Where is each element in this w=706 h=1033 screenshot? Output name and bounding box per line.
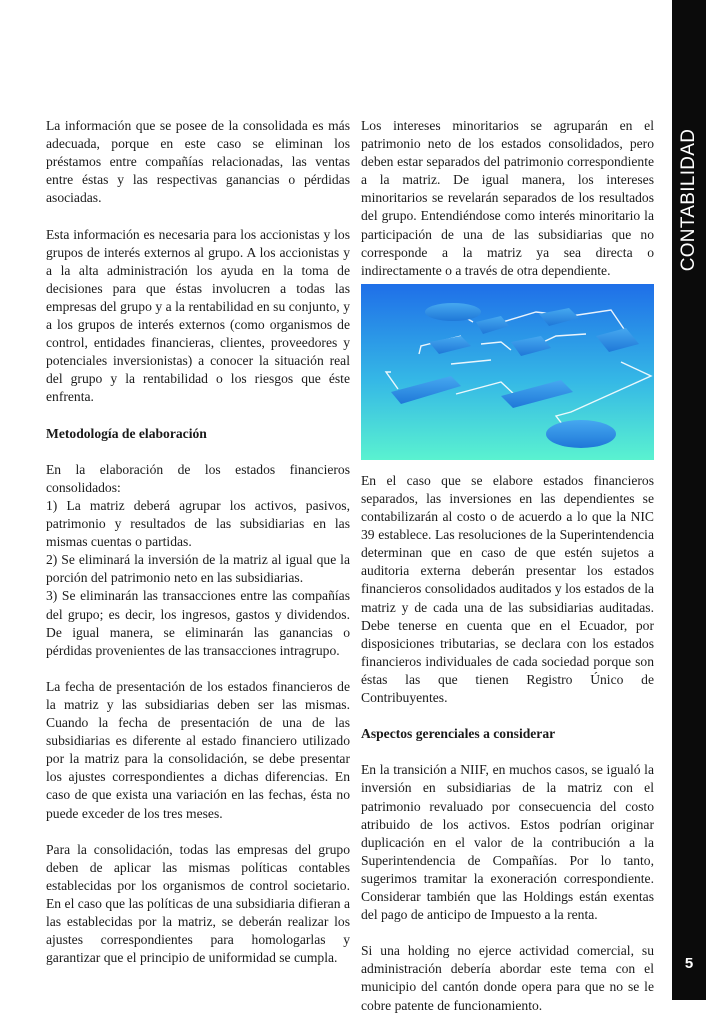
paragraph: Los intereses minoritarios se agruparán en el patrimonio neto de los estados consolidados, pero deben estar separados del patrimonio correspondiente a la matriz. De igual manera, los intereses minoritarios se revelarán separados de los resultados del grupo. Entendiéndose como interés minoritario la participación de una de las subsidiarias que no corresponde a la matriz ya sea directa o indirectamente o a través de otra dependiente.: [361, 118, 654, 278]
page-number: 5: [684, 955, 694, 972]
section-heading: Aspectos gerenciales a considerar: [361, 726, 556, 742]
paragraph: La fecha de presentación de los estados financieros de la matriz y las subsidiarias deben ser las mismas. Cuando la fecha de presentación de una de las subsidiarias es diferente al estado financiero utilizado por la matriz para la consolidación, se debe presentar los ajustes correspondientes a dichas diferencias. En caso de que exista una variación en las fechas, ésta no puede exceder de los tres meses.: [46, 678, 350, 821]
list-item: 2) Se eliminará la inversión de la matriz al igual que la porción del patrimonio neto en las subsidiarias.: [46, 552, 350, 586]
section-title-text: CONTABILIDAD: [678, 128, 699, 272]
section-title: [672, 120, 706, 280]
paragraph: Si una holding no ejerce actividad comercial, su administración debería abordar este tema con el municipio del cantón donde opera para que no se le cobre patente de funcionamiento.: [361, 943, 654, 1013]
paragraph: Esta información es necesaria para los accionistas y los grupos de interés externos al grupo. A los accionistas y a la alta administración los ayuda en la toma de decisiones para que éstas involucren a todas las empresas del grupo y a la rentabilidad en su conjunto, y a los grupos de interés externos (como organismos de control, entidades financieras, clientes, proveedores y potenciales inversionistas) a conocer la situación real del grupo y la rentabilidad o los riesgos que éste enfrenta.: [46, 226, 350, 405]
list-item: 1) La matriz deberá agrupar los activos, pasivos, patrimonio y resultados de las subsidiarias en las mismas cuentas o partidas.: [46, 497, 350, 550]
paragraph: En el caso que se elabore estados financieros separados, las inversiones en las dependientes se contabilizarán al costo o de acuerdo a lo que la NIC 39 establece. Las resoluciones de la Superintendencia determinan que en caso de que estén sujetos a auditoria externa deberán presentar los estados financieros consolidados auditados y los estados de la matriz y de cada una de las subsidiarias auditadas. Debe tenerse en cuenta que en el Ecuador, por disposiciones tributarias, se declara con los estados financieros individuales de cada sociedad porque son éstas las que tienen Registro Único de Contribuyentes.: [361, 472, 654, 705]
left-column: [46, 117, 350, 986]
paragraph: Para la consolidación, todas las empresas del grupo deben de aplicar las mismas políticas contables establecidas por los organismos de control societario. En el caso que las políticas de una subsidiaria difieran a las establecidas por la matriz, se deberán realizar los ajustes correspondientes para homologarlas y garantizar que el principio de uniformidad se cumpla.: [46, 841, 350, 966]
flowchart-image: [361, 284, 654, 460]
paragraph: La información que se posee de la consolidada es más adecuada, porque en este caso se eliminan los préstamos entre compañías relacionadas, las ventas entre éstas y las respectivas ganancias o pérdidas asociadas.: [46, 118, 350, 206]
paragraph: En la transición a NIIF, en muchos casos, se igualó la inversión en subsidiarias de la matriz con el patrimonio revaluado por consecuencia del costo atribuido de los activos. Estos podrían originar duplicación en el valor de la contribución a la Superintendencia de Compañías. Por lo tanto, sugerimos tramitar la exoneración correspondiente. Considerar también que las Holdings están exentas del pago de anticipo de Impuesto a la renta.: [361, 762, 654, 923]
section-heading: Metodología de elaboración: [46, 425, 207, 441]
right-column: [361, 117, 654, 1033]
list-intro: En la elaboración de los estados financieros consolidados:: [46, 461, 350, 495]
list-item: 3) Se eliminarán las transacciones entre las compañías del grupo; es decir, los ingresos, gastos y dividendos. De igual manera, se eliminarán las ganancias o pérdidas provenientes de las transacciones intragrupo.: [46, 588, 350, 658]
flowchart-illustration: [361, 284, 654, 460]
